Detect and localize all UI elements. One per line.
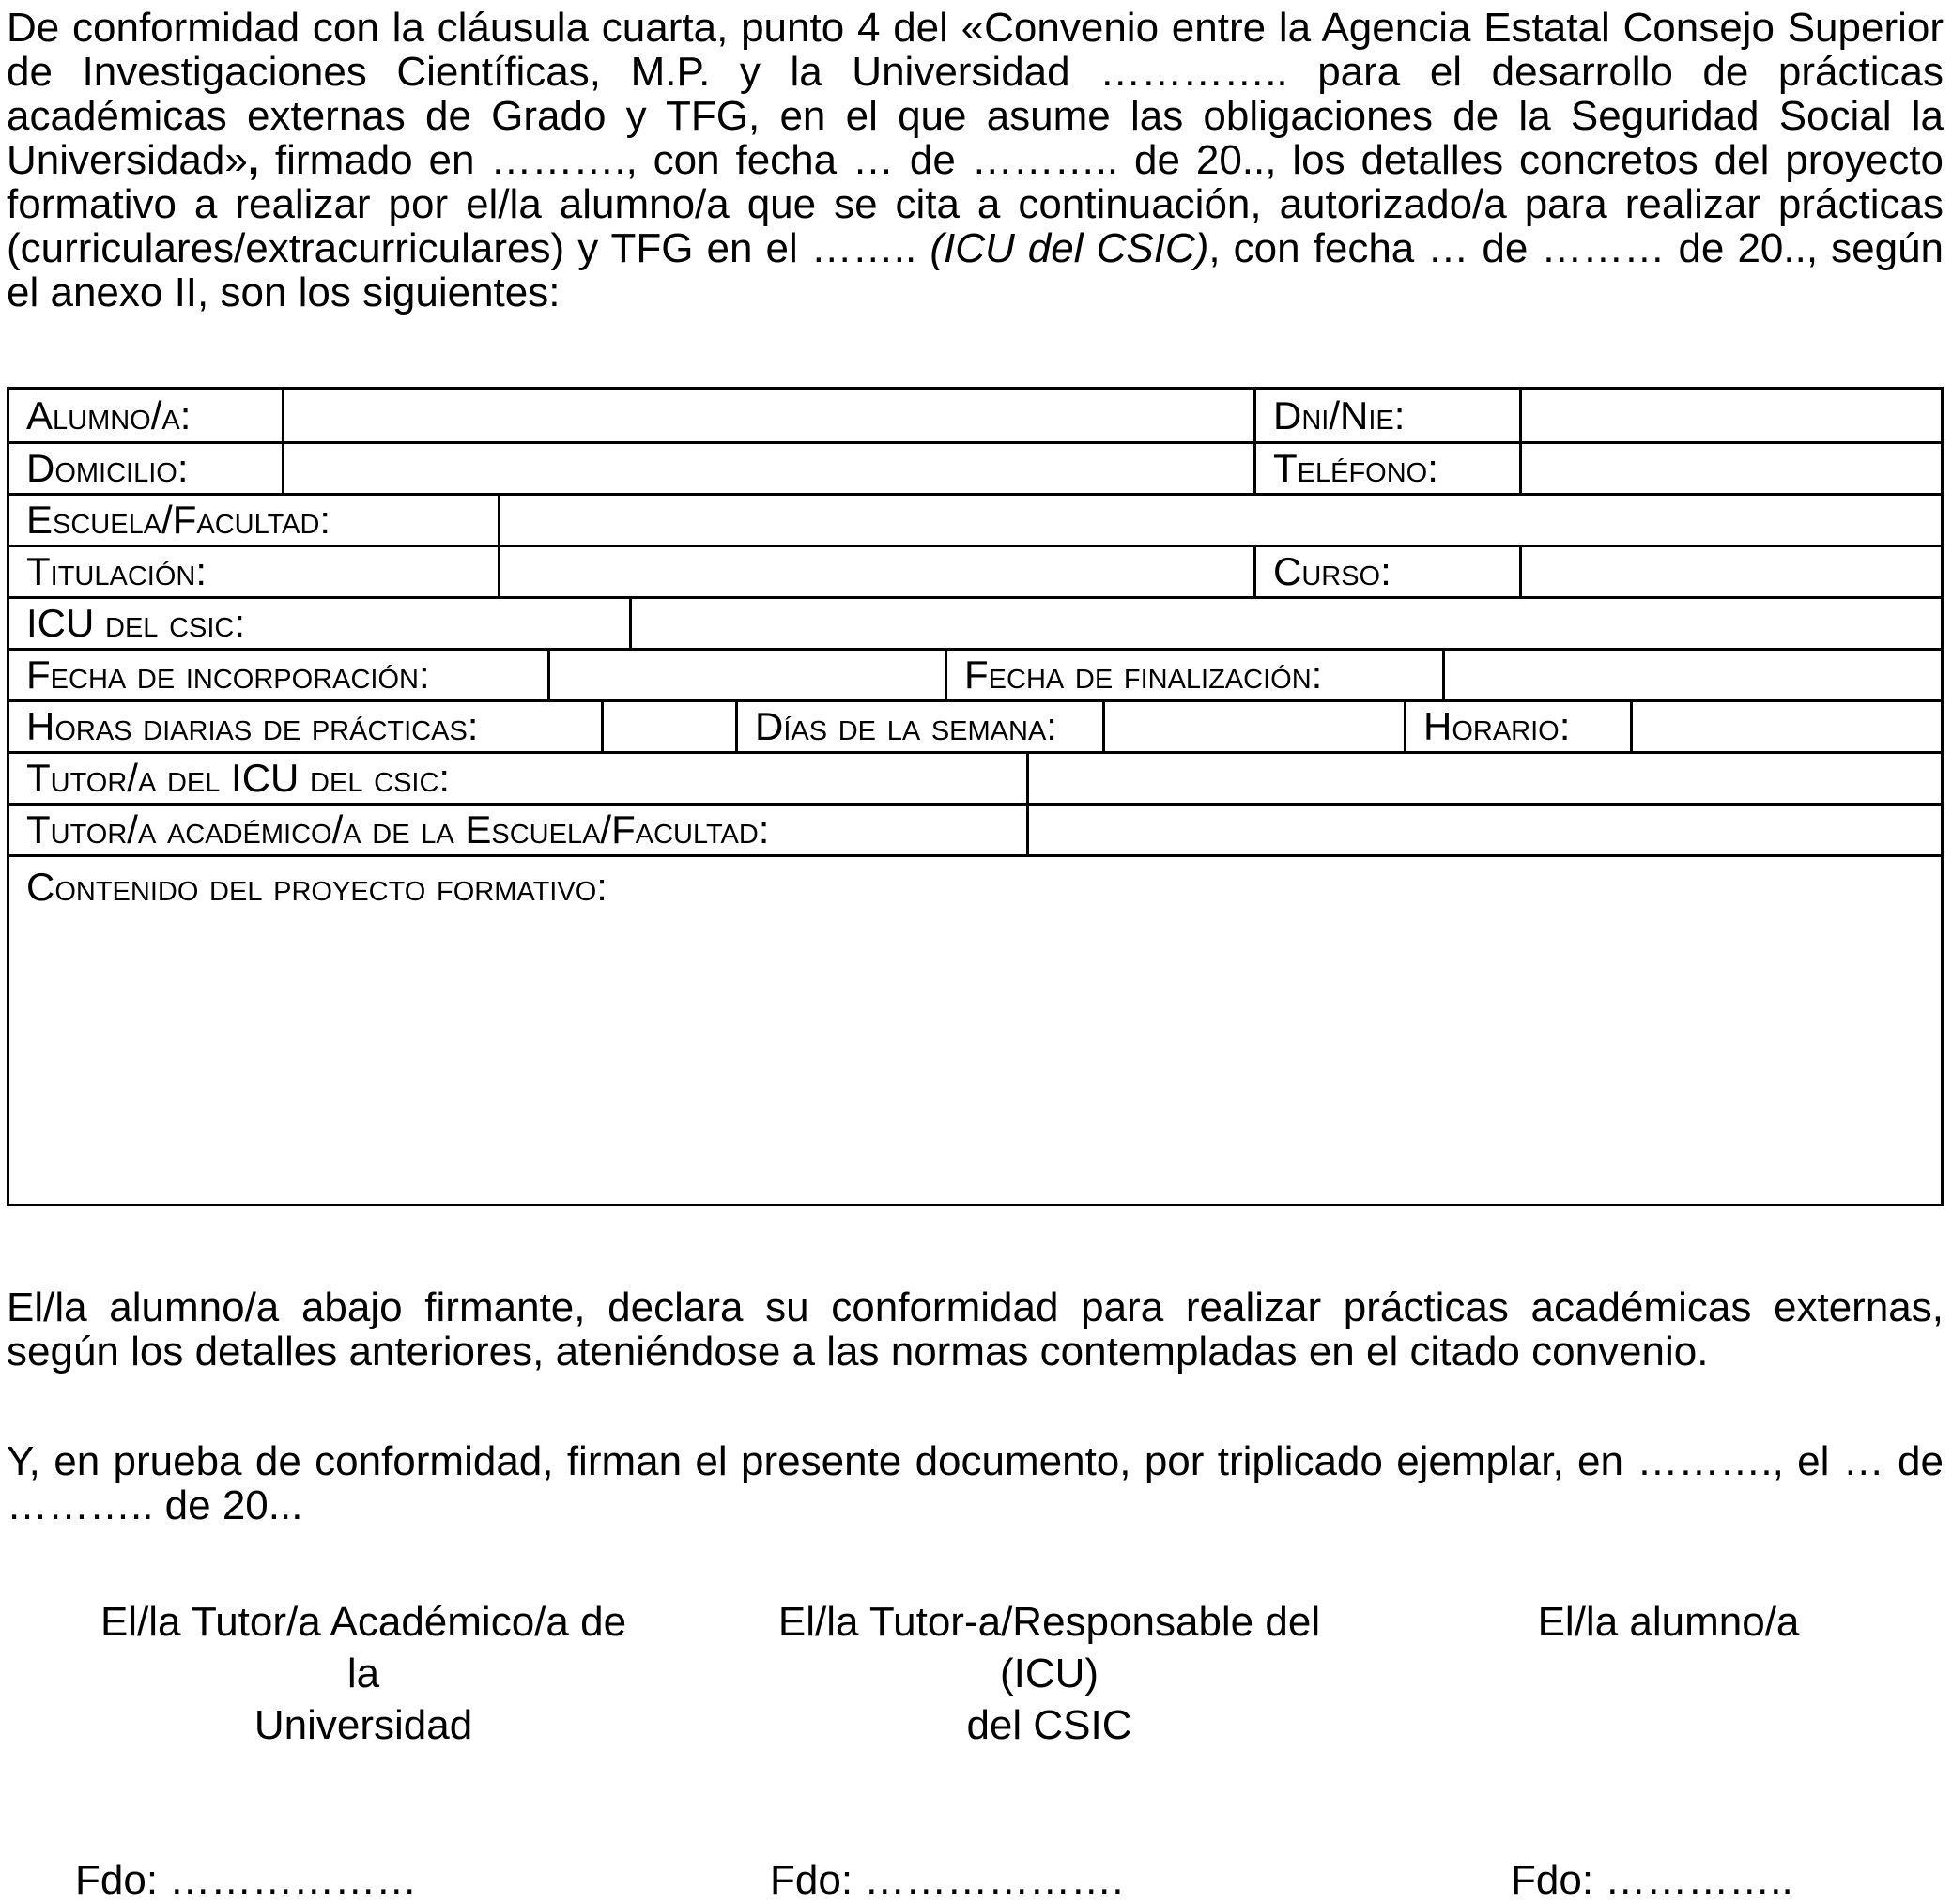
field-value-horario (1630, 702, 1941, 751)
field-value-titulacion (498, 547, 1253, 596)
fdo-line-tutor-academico: Fdo: ……………… (75, 1857, 418, 1903)
field-label-alumno: Alumno/a: (26, 392, 192, 438)
signature-title-line: del CSIC (966, 1702, 1132, 1748)
field-label-icu-csic: ICU del csic: (26, 601, 246, 645)
signature-title-line: El/la Tutor-a/Responsable del (ICU) (777, 1599, 1321, 1697)
field-value-fecha-incorporacion (547, 651, 945, 699)
field-label-escuela-facultad: Escuela/Facultad: (26, 498, 331, 542)
practices-form-table (7, 387, 1944, 1206)
table-row-tutor-icu (9, 751, 1941, 803)
field-value-dni-nie (1519, 390, 1941, 441)
intro-paragraph (7, 6, 1944, 315)
field-value-tutor-academico (1026, 806, 1941, 854)
field-value-icu-csic (629, 599, 1941, 648)
field-label-fecha-finalizacion: Fecha de finalización: (945, 651, 1442, 699)
intro-text-1: De conformidad con la cláusula cuarta, punto 4 del «Convenio entre la Agencia Estatal Consejo Superior de Investigaciones Científicas, M.P. y la Universidad ………….. para el desarrollo de prácticas académicas externas de Grado y TFG, en el que asume las obligaciones de la Seguridad Social la Universidad» (7, 5, 1944, 183)
table-row-titulacion (9, 545, 1941, 596)
table-row-domicilio (9, 441, 1941, 493)
field-value-dias-semana (1102, 702, 1404, 751)
table-row-escuela-facultad (9, 493, 1941, 545)
table-row-fechas (9, 648, 1941, 699)
field-value-alumno (282, 390, 1253, 441)
field-label-tutor-icu: Tutor/a del ICU del csic: (26, 756, 451, 800)
field-value-domicilio (282, 444, 1253, 493)
field-label-tutor-academico: Tutor/a académico/a de la Escuela/Facultad: (26, 807, 770, 852)
field-label-dias-semana: Días de la semana: (735, 702, 1102, 751)
field-value-horas-diarias (601, 702, 735, 751)
field-label-contenido-proyecto: Contenido del proyecto formativo: (26, 865, 607, 909)
table-row-tutor-academico (9, 803, 1941, 854)
field-label-telefono: Teléfono: (1253, 444, 1519, 493)
field-value-fecha-finalizacion (1442, 651, 1941, 699)
table-row-alumno (9, 390, 1941, 441)
intro-bold-comma: , (247, 137, 260, 183)
field-label-titulacion: Titulación: (26, 549, 207, 593)
signature-fdo-row (0, 1857, 1952, 1903)
declaration-paragraph: El/la alumno/a abajo firmante, declara su conformidad para realizar prácticas académicas externas, según los detalles anteriores, ateniéndose a las normas contempladas en el citado convenio. (7, 1284, 1944, 1374)
signature-title-line: El/la Tutor/a Académico/a de la (100, 1599, 627, 1697)
field-label-curso: Curso: (1253, 547, 1519, 596)
field-label-horas-diarias: Horas diarias de prácticas: (26, 704, 479, 748)
fdo-line-tutor-responsable: Fdo: ………………. (770, 1857, 1124, 1903)
intro-italic-icu-csic: (ICU del CSIC) (930, 225, 1209, 271)
table-row-horario (9, 699, 1941, 751)
field-label-dni-nie: Dni/Nie: (1253, 390, 1519, 441)
signature-title-line: Universidad (254, 1702, 473, 1748)
field-label-fecha-incorporacion: Fecha de incorporación: (26, 653, 430, 697)
fdo-line-alumno: Fdo: ………….. (1511, 1857, 1793, 1903)
field-label-horario: Horario: (1404, 702, 1630, 751)
signature-col-tutor-responsable (732, 1596, 1366, 1751)
field-label-domicilio: Domicilio: (26, 446, 189, 490)
field-value-escuela-facultad (498, 496, 1941, 545)
field-value-curso (1519, 547, 1941, 596)
signature-col-alumno (1518, 1596, 1819, 1648)
field-value-telefono (1519, 444, 1941, 493)
table-row-contenido-proyecto (9, 854, 1941, 1204)
field-value-tutor-icu (1026, 754, 1941, 803)
table-row-icu-csic (9, 596, 1941, 648)
signature-col-tutor-academico (82, 1596, 645, 1751)
signature-title-line: El/la alumno/a (1537, 1599, 1800, 1645)
intro-text-2: firmado en ………., con fecha … de ……….. de 20.., los detalles concretos del proyecto formativo a realizar por el/la alumno/a que se cita a continuación, autorizado/a para realizar prácticas (curriculares/extracurriculares) y TFG en el …….. (7, 137, 1944, 271)
intro-text-3: , con fecha … de ……… de 20.., según el anexo II, son los siguientes: (7, 225, 1944, 315)
closing-paragraph: Y, en prueba de conformidad, firman el presente documento, por triplicado ejemplar, en ………., el … de ……….. de 20... (7, 1438, 1944, 1528)
